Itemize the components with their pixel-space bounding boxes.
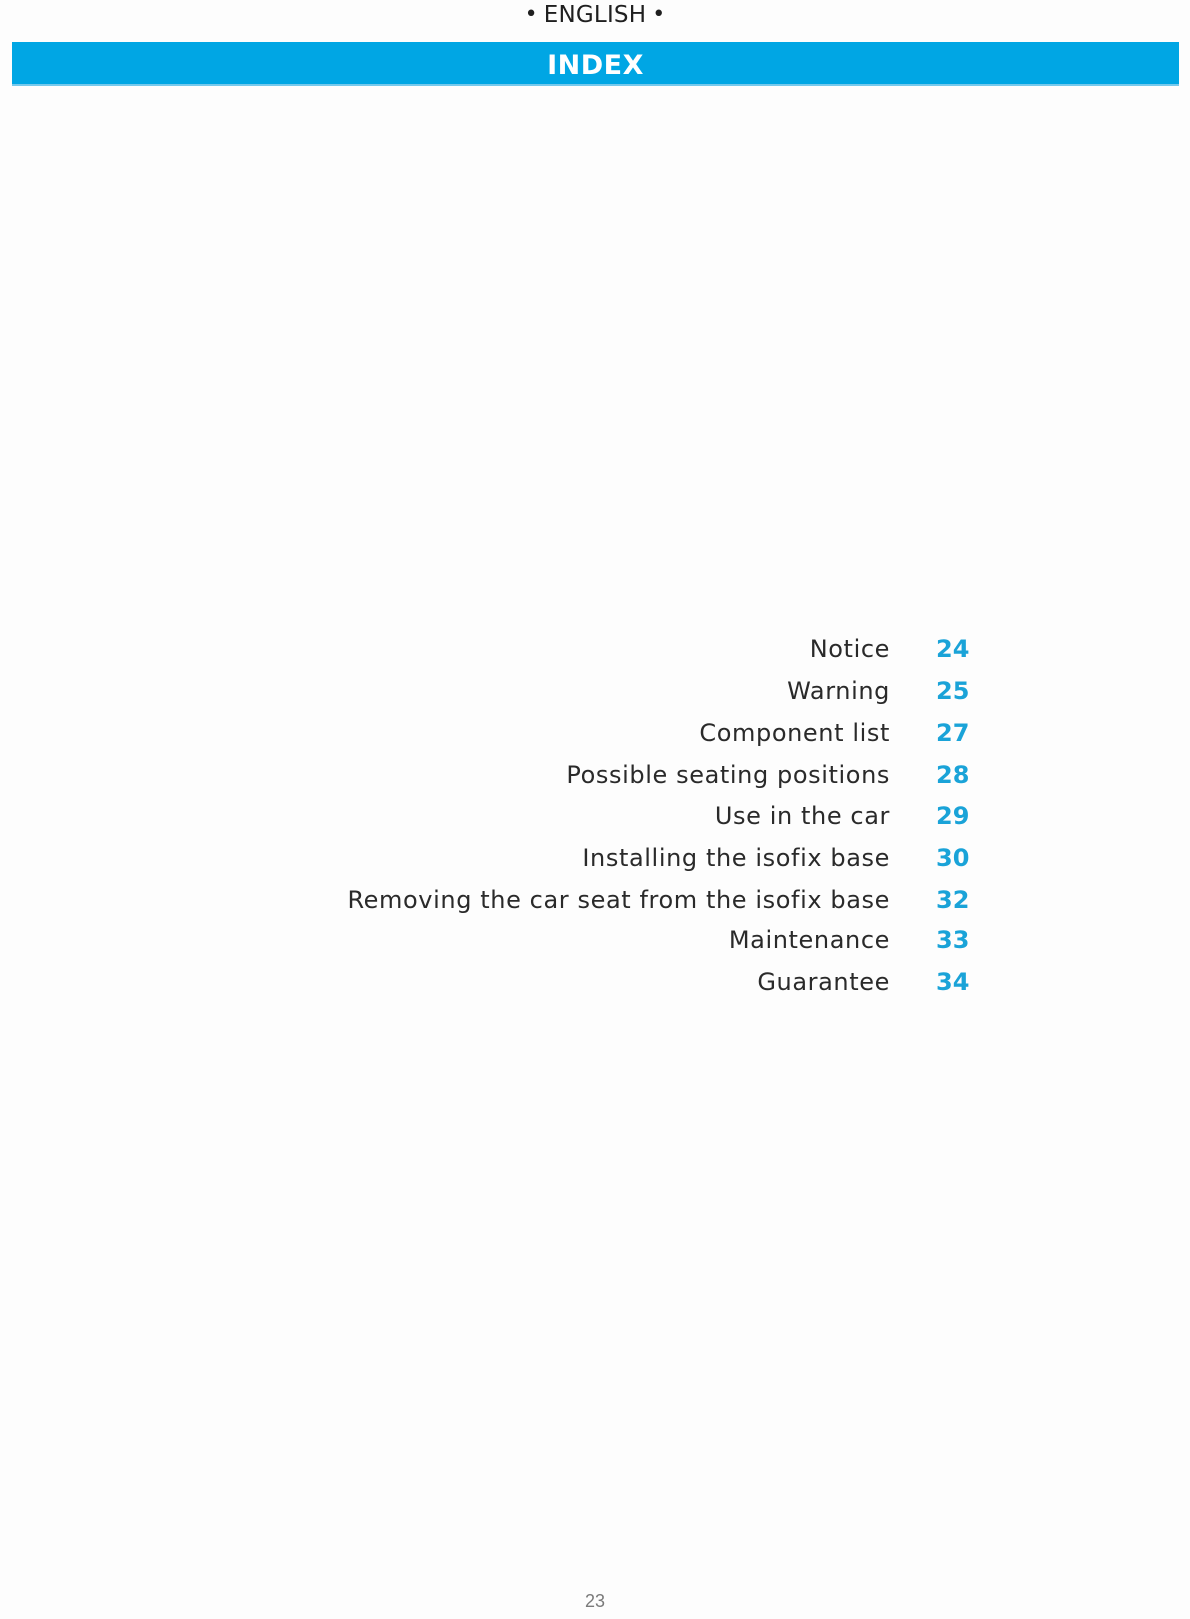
toc-entry-page: 34 bbox=[936, 968, 970, 996]
toc-entry-label: Possible seating positions bbox=[566, 761, 890, 789]
toc-entry-page: 32 bbox=[936, 886, 970, 914]
language-header bbox=[0, 2, 1190, 28]
toc-entry[interactable] bbox=[0, 968, 1190, 1008]
toc-entry-page: 27 bbox=[936, 719, 970, 747]
bullet-right: • bbox=[652, 2, 666, 27]
toc-entry-page: 33 bbox=[936, 926, 970, 954]
toc-entry-label: Removing the car seat from the isofix base bbox=[347, 886, 890, 914]
bullet-left: • bbox=[524, 2, 538, 27]
toc-entry-label: Guarantee bbox=[757, 968, 890, 996]
toc-entry-label: Maintenance bbox=[728, 926, 890, 954]
toc-entry-page: 28 bbox=[936, 761, 970, 789]
index-title: INDEX bbox=[547, 50, 644, 81]
toc-entry[interactable] bbox=[0, 802, 1190, 842]
index-title-bar bbox=[12, 42, 1179, 86]
toc-entry-label: Notice bbox=[809, 635, 890, 663]
toc-entry[interactable] bbox=[0, 635, 1190, 675]
toc-entry-page: 30 bbox=[936, 844, 970, 872]
toc-entry-page: 24 bbox=[936, 635, 970, 663]
toc-entry[interactable] bbox=[0, 844, 1190, 884]
toc-entry-label: Component list bbox=[699, 719, 890, 747]
toc-entry-page: 29 bbox=[936, 802, 970, 830]
language-label: ENGLISH bbox=[543, 2, 647, 28]
toc-entry[interactable] bbox=[0, 761, 1190, 801]
toc-entry-label: Installing the isofix base bbox=[582, 844, 890, 872]
toc-entry[interactable] bbox=[0, 719, 1190, 759]
toc-entry[interactable] bbox=[0, 677, 1190, 717]
toc-entry-page: 25 bbox=[936, 677, 970, 705]
toc-entry-label: Warning bbox=[787, 677, 890, 705]
page-number: 23 bbox=[584, 1591, 606, 1611]
toc-entry[interactable] bbox=[0, 926, 1190, 966]
toc-entry-label: Use in the car bbox=[714, 802, 890, 830]
toc-entry[interactable] bbox=[0, 886, 1190, 926]
